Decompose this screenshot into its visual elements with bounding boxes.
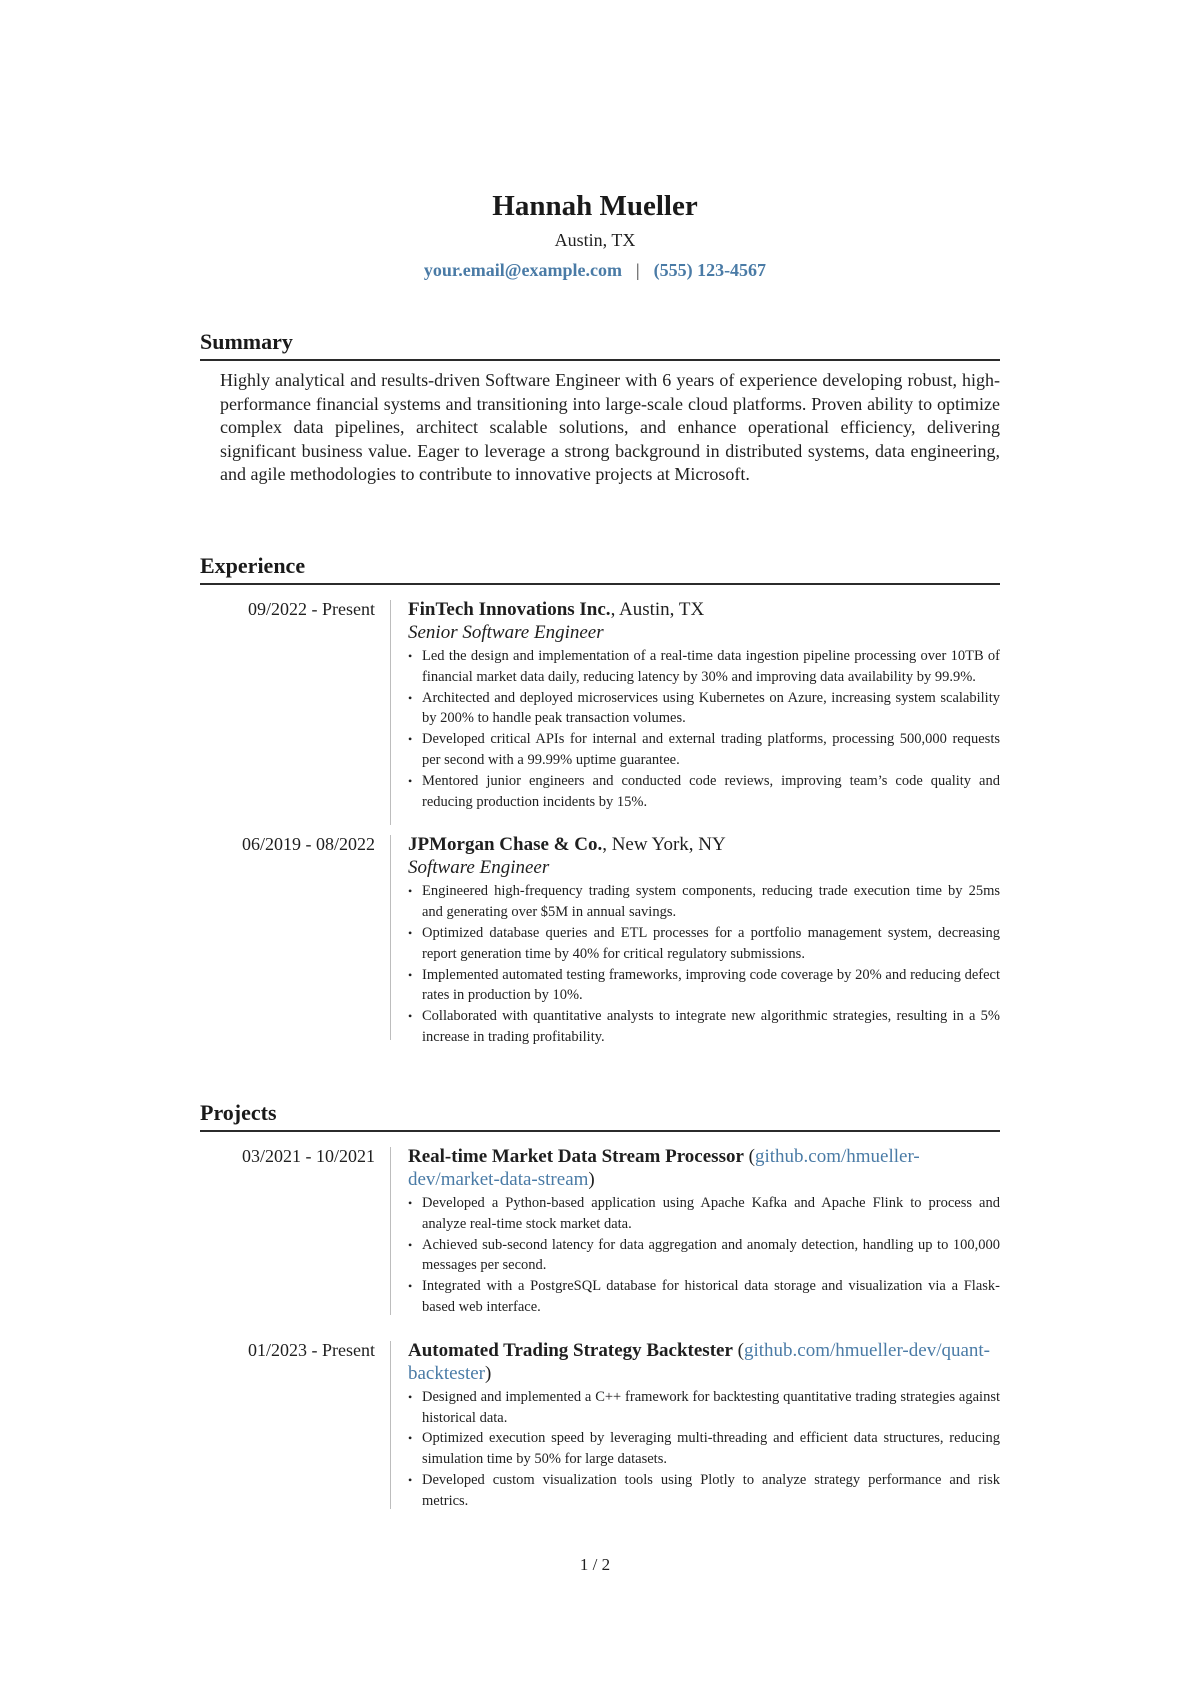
entry-body — [408, 598, 1000, 812]
link-close-paren: ) — [485, 1362, 492, 1384]
experience-section — [200, 552, 1000, 1048]
section-title-projects: Projects — [200, 1100, 277, 1125]
entry-date: 09/2022 - Present — [248, 599, 375, 619]
section-rule — [200, 1130, 1000, 1132]
contact-line — [0, 258, 1190, 282]
entry-heading — [408, 598, 1000, 621]
section-rule — [200, 359, 1000, 361]
page-number: 1 / 2 — [579, 1555, 611, 1574]
entry-date: 01/2023 - Present — [248, 1339, 375, 1360]
bullet-item: • Developed critical APIs for internal and external trading platforms, processing 500,000 requests per second with a 99.99% uptime guarantee. — [408, 729, 1000, 771]
link-open-paren: ( — [743, 1146, 755, 1167]
project-name: Automated Trading Strategy Backtester — [408, 1339, 733, 1361]
bullet-item: • Optimized database queries and ETL processes for a portfolio management system, decreasing report generation time by 40% for critical regulatory submissions. — [408, 923, 1000, 965]
entry-heading — [408, 833, 1000, 856]
entry-body — [408, 1145, 1000, 1318]
company-location: , Austin, TX — [610, 599, 705, 620]
resume-header — [0, 188, 1190, 282]
entry-divider — [390, 600, 391, 825]
experience-entry — [200, 833, 1000, 1047]
section-title-experience: Experience — [200, 553, 306, 578]
bullet-item: • Collaborated with quantitative analysts to integrate new algorithmic strategies, resulting in a 5% increase in trading profitability. — [408, 1006, 1000, 1048]
link-close-paren: ) — [588, 1169, 595, 1190]
entry-heading — [408, 1339, 1000, 1385]
bullet-list — [408, 646, 1000, 812]
link-open-paren: ( — [732, 1339, 744, 1361]
bullet-item: • Implemented automated testing frameworks, improving code coverage by 20% and reducing defect rates in production by 10%. — [408, 965, 1000, 1007]
phone-link[interactable]: (555) 123-4567 — [653, 260, 767, 280]
experience-entry — [200, 598, 1000, 812]
project-entry — [200, 1145, 1000, 1318]
bullet-item: • Developed custom visualization tools using Plotly to analyze strategy performance and risk metrics. — [408, 1470, 1000, 1512]
bullet-item: • Achieved sub-second latency for data aggregation and anomaly detection, handling up to 100,000 messages per second. — [408, 1235, 1000, 1277]
bullet-item: • Led the design and implementation of a real-time data ingestion pipeline processing over 10TB of financial market data daily, reducing latency by 30% and improving data availability by 99.9%. — [408, 646, 1000, 688]
entry-heading — [408, 1145, 1000, 1191]
bullet-item: • Developed a Python-based application using Apache Kafka and Apache Flink to process and analyze real-time stock market data. — [408, 1193, 1000, 1235]
bullet-item: • Architected and deployed microservices using Kubernetes on Azure, increasing system scalability by 200% to handle peak transaction volumes. — [408, 688, 1000, 730]
entry-date: 06/2019 - 08/2022 — [242, 834, 375, 855]
job-title: Software Engineer — [408, 857, 550, 879]
company-location: , New York, NY — [602, 834, 726, 856]
company-name: JPMorgan Chase & Co. — [408, 834, 603, 856]
candidate-name: Hannah Mueller — [492, 190, 698, 222]
entry-body — [408, 833, 1000, 1047]
bullet-item: • Optimized execution speed by leveraging multi-threading and efficient data structures, reducing simulation time by 50% for large datasets. — [408, 1428, 1000, 1470]
entry-date: 03/2021 - 10/2021 — [242, 1146, 375, 1166]
project-link[interactable]: github.com/hmueller-dev/quant-backtester — [408, 1339, 991, 1384]
bullet-list — [408, 1193, 1000, 1318]
contact-separator: | — [635, 260, 640, 280]
company-name: FinTech Innovations Inc. — [408, 599, 611, 620]
bullet-item: • Mentored junior engineers and conducted code reviews, improving team’s code quality and reducing production incidents by 15%. — [408, 771, 1000, 813]
entry-divider — [390, 1147, 391, 1315]
bullet-item: • Integrated with a PostgreSQL database for historical data storage and visualization via a Flask-based web interface. — [408, 1276, 1000, 1318]
entry-divider — [390, 1341, 391, 1509]
bullet-item: • Designed and implemented a C++ framework for backtesting quantitative trading strategies against historical data. — [408, 1387, 1000, 1429]
entry-body — [408, 1339, 1000, 1512]
job-title: Senior Software Engineer — [408, 622, 604, 643]
section-title-summary: Summary — [200, 329, 293, 354]
summary-text: Highly analytical and results-driven Software Engineer with 6 years of experience developing robust, high-performance financial systems and transitioning into large-scale cloud platforms. Proven ability to optimize complex data pipelines, architect scalable solutions, and enhance operational efficiency, delivering significant business value. Eager to leverage a strong background in distributed systems, data engineering, and agile methodologies to contribute to innovative projects at Microsoft. — [220, 370, 1000, 484]
bullet-list — [408, 881, 1000, 1047]
email-link[interactable]: your.email@example.com — [423, 260, 622, 280]
candidate-location: Austin, TX — [554, 230, 636, 250]
summary-section — [200, 328, 1000, 487]
bullet-item: • Engineered high-frequency trading system components, reducing trade execution time by 25ms and generating over $5M in annual savings. — [408, 881, 1000, 923]
project-link[interactable]: github.com/hmueller-dev/market-data-stream — [408, 1146, 920, 1190]
projects-section — [200, 1099, 1000, 1512]
section-rule — [200, 583, 1000, 585]
project-name: Real-time Market Data Stream Processor — [408, 1146, 744, 1167]
entry-divider — [390, 835, 391, 1040]
project-entry — [200, 1339, 1000, 1512]
bullet-list — [408, 1387, 1000, 1512]
